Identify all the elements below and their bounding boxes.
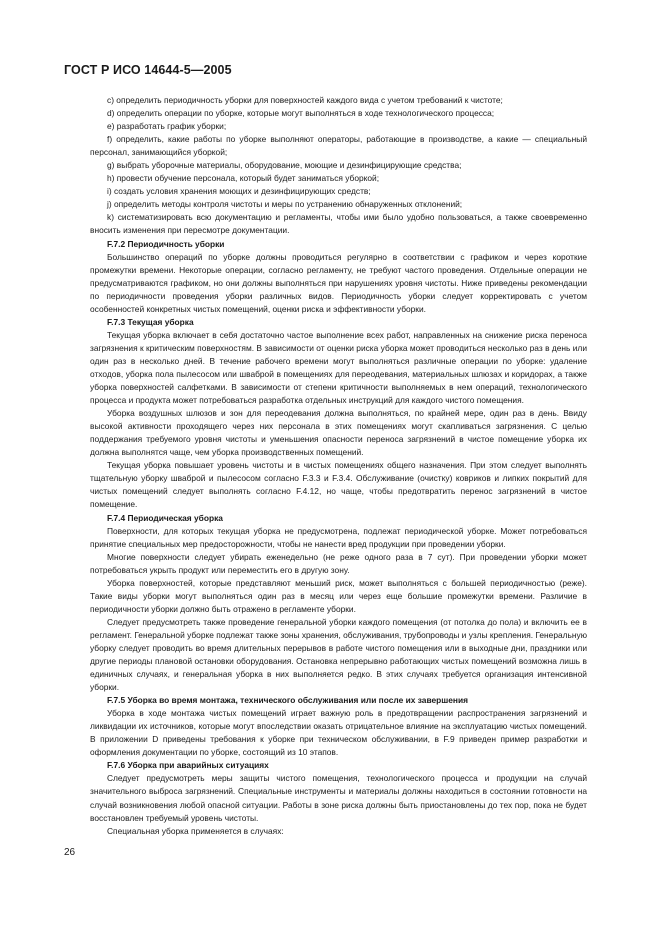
list-item: c) определить периодичность уборки для поверхностей каждого вида с учетом требований к чистоте; xyxy=(107,95,503,105)
paragraph: Уборка поверхностей, которые представляют меньший риск, может выполняться с большей периодичностью (реже). Такие виды уборки могут выполняться один раз в месяц или через еще большие промежутки времени. Различие в периодичности уборки должно быть отражено в регламенте уборки. xyxy=(90,577,587,614)
list-item: d) определить операции по уборке, которые могут выполняться в ходе технологического процесса; xyxy=(107,108,495,119)
list-item: j) определить методы контроля чистоты и меры по устранению обнаруженных отклонений; xyxy=(107,199,463,210)
list-item: h) провести обучение персонала, который будет заниматься уборкой; xyxy=(107,173,380,184)
section-heading-f75: F.7.5 Уборка во время монтажа, технического обслуживания или после их завершения xyxy=(107,695,468,706)
list-item: e) разработать график уборки; xyxy=(107,121,227,132)
section-heading-f73: F.7.3 Текущая уборка xyxy=(107,316,194,327)
paragraph: Следует предусмотреть также проведение генеральной уборки каждого помещения (от потолка до пола) и включить ее в регламент. Генеральной уборке подлежат также зоны хранения, обслуживания, трубопроводы и узлы крепления. Генеральную уборку следует проводить во время длительных перерывов в работе чистого помещения или в выходные дни, праздники или другие периоды плановой остановки оборудования. Остановка непрерывно работающих чистых помещений возможна лишь в единичных случаях, и генеральная уборка в них выполняется редко. В этих случаях требуется организация интенсивной уборки. xyxy=(90,616,587,693)
paragraph: Поверхности, для которых текущая уборка не предусмотрена, подлежат периодической уборке. Может потребоваться принятие специальных мер предосторожности, чтобы не нанести вред продукции при проведении уборки. xyxy=(90,525,587,549)
list-item: f) определить, какие работы по уборке выполняют операторы, работающие в производстве, а какие — специальный персонал, занимающийся уборкой; xyxy=(90,134,587,158)
page-number: 26 xyxy=(64,847,76,858)
section-heading-f72: F.7.2 Периодичность уборки xyxy=(107,238,225,249)
paragraph: Большинство операций по уборке должны проводиться регулярно в соответствии с графиком и через короткие промежутки времени. Некоторые операции, согласно регламенту, не требуют частого проведения. Отдельные операции не предусматриваются графиком, но они должны выполняться при нарушениях уровня чистоты. Ниже приведены рекомендации по периодичности проведения уборки различных видов. Периодичность уборки следует корректировать с учетом особенностей конкретных чистых помещений, оценки риска и эффективности уборки. xyxy=(90,251,587,314)
paragraph: Уборка в ходе монтажа чистых помещений играет важную роль в предотвращении распространения загрязнений и ликвидации их источников, которые могут впоследствии оказать отрицательное влияние на эксплуатацию чистых помещений. В приложении D приведены требования к уборке при техническом обслуживании, в F.9 приведен пример разработки и оформления документации по уборке, состоящий из 10 этапов. xyxy=(90,708,587,758)
list-item: i) создать условия хранения моющих и дезинфицирующих средств; xyxy=(107,186,371,197)
section-heading-f76: F.7.6 Уборка при аварийных ситуациях xyxy=(107,760,269,771)
list-item: g) выбрать уборочные материалы, оборудование, моющие и дезинфицирующие средства; xyxy=(107,160,462,171)
paragraph: Следует предусмотреть меры защиты чистого помещения, технологического процесса и продукции на случай значительного выброса загрязнений. Специальные инструменты и материалы должны находиться в состоянии готовности на случай возникновения любой опасной ситуации. Работы в зоне риска должны быть приостановлены до тех пор, пока не будет восстановлен требуемый уровень чистоты. xyxy=(90,773,587,823)
paragraph: Многие поверхности следует убирать еженедельно (не реже одного раза в 7 сут). При проведении уборки может потребоваться укрыть продукт или переместить его в другую зону. xyxy=(90,551,587,575)
paragraph: Текущая уборка включает в себя достаточно частое выполнение всех работ, направленных на снижение риска переноса загрязнения к критическим поверхностям. В зависимости от оценки риска уборка может проводиться несколько раз в день или один раз в несколько дней. В течение рабочего времени могут выполняться различные операции по уборке: удаление отходов, уборка пола пылесосом или шваброй в помещениях для переодевания, материальных шлюзах и коридорах, а также уборка поверхностей салфетками. В зависимости от степени критичности выполняемых в нем операций, технологического процесса и продукта может потребоваться разработка отдельных инструкций для каждого чистого помещения. xyxy=(90,329,587,406)
document-header: ГОСТ Р ИСО 14644-5—2005 xyxy=(64,63,232,77)
paragraph: Текущая уборка повышает уровень чистоты и в чистых помещениях общего назначения. При этом следует выполнять тщательную уборку шваброй и пылесосом согласно F.3.3 и F.3.4. Обслуживание (очистку) ковриков и липких покрытий для чистых помещений следует выполнять согласно F.4.12, но чаще, чтобы предотвратить перенос загрязнений в чистое помещение. xyxy=(90,460,587,510)
paragraph: Уборка воздушных шлюзов и зон для переодевания должна выполняться, по крайней мере, один раз в день. Ввиду высокой активности проходящего через них персонала в этих помещениях могут скапливаться загрязнения. С целью поддержания требуемого уровня чистоты и уменьшения опасности переноса загрязнений в чистое помещение уборка их должна выполнятся чаще, чем уборка производственных помещений. xyxy=(90,408,587,458)
list-item: k) систематизировать всю документацию и регламенты, чтобы ими было удобно пользоваться, а также своевременно вносить изменения при пересмотре документации. xyxy=(90,212,587,236)
section-heading-f74: F.7.4 Периодическая уборка xyxy=(107,512,223,523)
page-content xyxy=(90,94,587,838)
paragraph: Специальная уборка применяется в случаях: xyxy=(107,825,284,836)
